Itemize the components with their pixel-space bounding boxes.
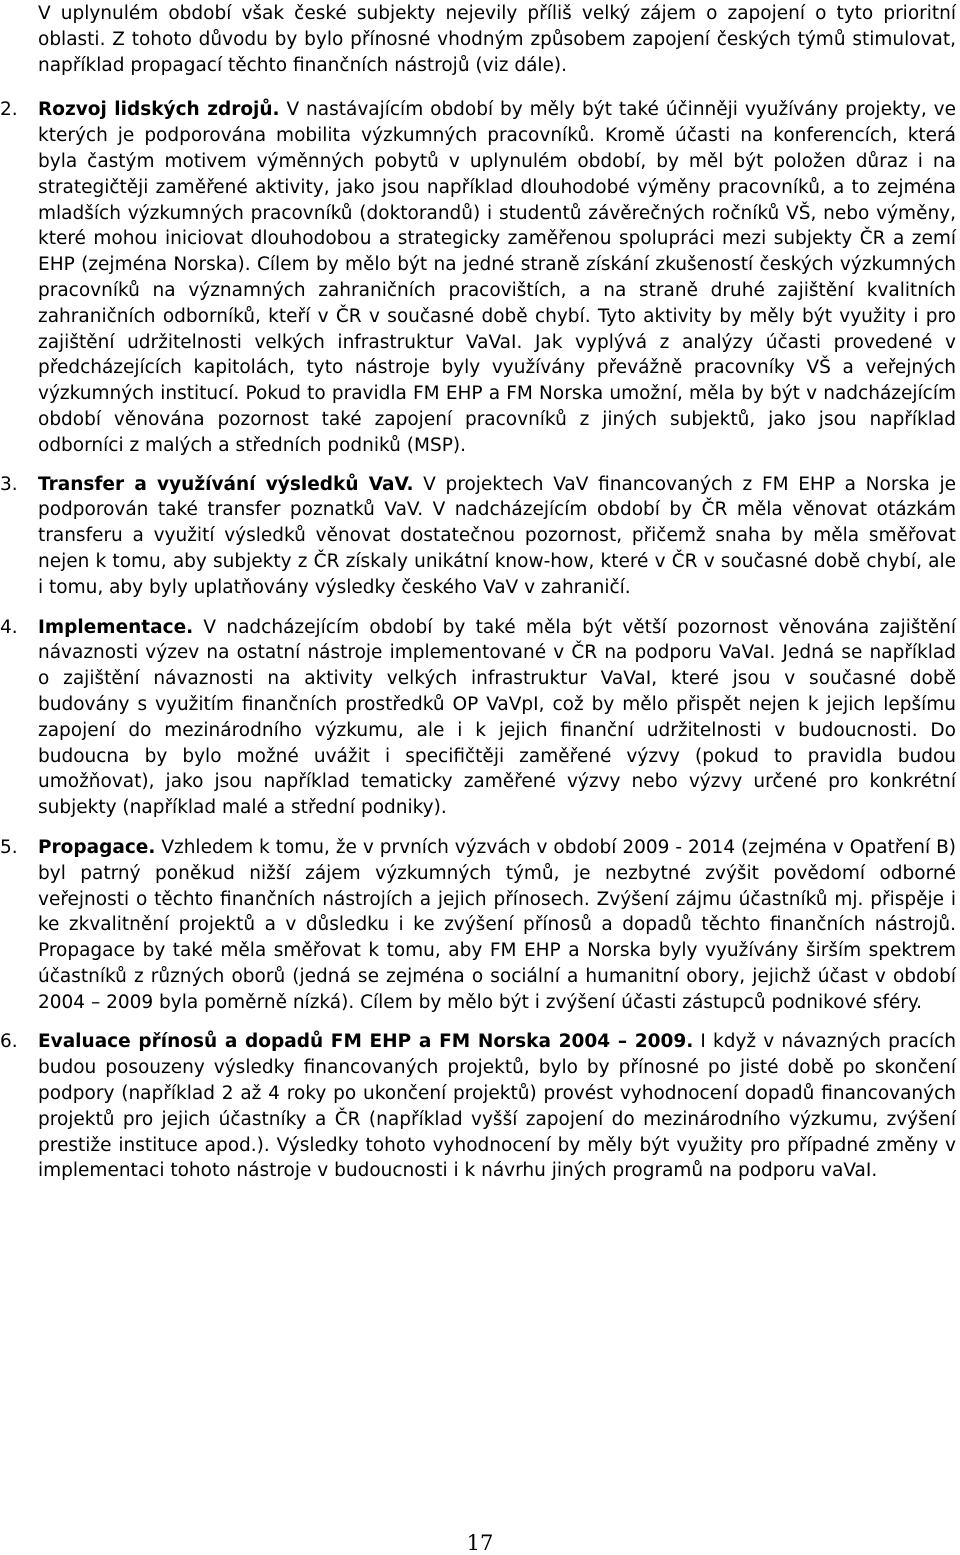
list-item-text: V nastávajícím období by měly být také účinněji využívány projekty, ve kterých je podporována mobilita výzkumných pracovníků. Kromě účasti na konferencích, která byla častým motivem výměnných pobytů v uplynulém období, by měl být položen důraz i na strategičtěji zaměřené aktivity, jako jsou například dlouhodobé výměny pracovníků, a to zejména mladších výzkumných pracovníků (doktorandů) i studentů závěrečných ročníků VŠ, nebo výměny, které mohou iniciovat dlouhodobou a strategicky zaměřenou spolupráci mezi subjekty ČR a zemí EHP (zejména Norska). Cílem by mělo být na jedné straně získání zkušeností českých výzkumných pracovníků na významných zahraničních pracovištích, a na straně druhé zajištění kvalitních zahraničních odborníků, kteří v ČR v současné době chybí. Tyto aktivity by měly být využity i pro zajištění udržitelnosti velkých infrastruktur VaVaI. Jak vyplývá z analýzy účasti provedené v předcházejících kapitolách, tyto nástroje byly využívány převážně pracovníky VŠ a veřejných výzkumných institucí. Pokud to pravidla FM EHP a FM Norska umožní, měla by být v nadcházejícím období věnována pozornost také zapojení pracovníků z jiných subjektů, jako jsou například odborníci z malých a středních podniků (MSP). xyxy=(38,99,956,456)
list-item-text: V nadcházejícím období by také měla být větší pozornost věnována zajištění návaznosti výzev na ostatní nástroje implementované v ČR na podporu VaVaI. Jedná se například o zajištění návaznosti na aktivity velkých infrastruktur VaVaI, které jsou v současné době budovány s využitím finančních prostředků OP VaVpI, což by mělo přispět nejen k jejich lepšímu zapojení do mezinárodního výzkumu, ale i k jejich finanční udržitelnosti v budoucnosti. Do budoucna by bylo možné uvážit i specifičtěji zaměřené výzvy (pokud to pravidla budou umožňovat), jako jsou například tematicky zaměřené výzvy nebo výzvy určené pro konkrétní subjekty (například malé a střední podniky). xyxy=(38,616,956,819)
list-item-text: I když v návazných pracích budou posouzeny výsledky financovaných projektů, bylo by přínosné po jisté době po skončení podpory (například 2 až 4 roky po ukončení projektů) provést vyhodnocení dopadů financovaných projektů pro jejich účastníky a ČR (například vyšší zapojení do mezinárodního výzkumu, zvýšení prestiže instituce apod.). Výsledky tohoto vyhodnocení by měly být využity pro případné změny v implementaci tohoto nástroje v budoucnosti i k návrhu jiných programů na podporu vaVaI. xyxy=(38,1031,957,1182)
list-item-3 xyxy=(0,472,957,601)
list-item-5 xyxy=(0,835,956,1016)
list-item-6 xyxy=(0,1029,957,1184)
list-item-4 xyxy=(0,615,956,821)
list-item-title: Implementace. xyxy=(38,616,194,638)
list-item-2 xyxy=(0,97,956,458)
list-item-title: Evaluace přínosů a dopadů FM EHP a FM Norska 2004 – 2009. xyxy=(38,1031,694,1053)
list-item-number: 3. xyxy=(0,473,18,495)
list-item-title: Rozvoj lidských zdrojů. xyxy=(38,99,280,121)
list-item-number: 6. xyxy=(0,1031,18,1053)
list-item-number: 4. xyxy=(0,616,18,638)
list-item-title: Propagace. xyxy=(38,836,156,858)
list-item-title: Transfer a využívání výsledků VaV. xyxy=(38,473,414,495)
list-item-text: V projektech VaV financovaných z FM EHP a Norska je podporován také transfer poznatků VaV. V nadcházejícím období by ČR měla věnovat otázkám transferu a využití výsledků věnovat dostatečnou pozornost, přičemž snaha by měla směřovat nejen k tomu, aby subjekty z ČR získaly unikátní know-how, které v ČR v současné době chybí, ale i tomu, aby byly uplatňovány výsledky českého VaV v zahraničí. xyxy=(38,473,957,598)
page-number: 17 xyxy=(466,1531,494,1555)
intro-paragraph: V uplynulém období však české subjekty nejevily příliš velký zájem o zapojení o tyto prioritní oblasti. Z tohoto důvodu by bylo přínosné vhodným způsobem zapojení českých týmů stimulovat, například propagací těchto finančních nástrojů (viz dále). xyxy=(38,3,956,76)
list-item-number: 5. xyxy=(0,836,18,858)
page-body xyxy=(0,1,957,1184)
list-item-text: Vzhledem k tomu, že v prvních výzvách v období 2009 - 2014 (zejména v Opatření B) byl patrný poněkud nižší zájem výzkumných týmů, je nezbytné zvýšit povědomí odborné veřejnosti o těchto finančních nástrojích a jejich přínosech. Zvýšení zájmu účastníků mj. přispěje i ke zkvalitnění projektů a v důsledku i ke zvýšení přínosů a dopadů těchto finančních nástrojů. Propagace by také měla směřovat k tomu, aby FM EHP a Norska byly využívány širším spektrem účastníků z různých oborů (jedná se zejména o sociální a humanitní obory, jejichž účast v období 2004 – 2009 byla poměrně nízká). Cílem by mělo být i zvýšení účasti zástupců podnikové sféry. xyxy=(38,836,956,1013)
list-item-number: 2. xyxy=(0,99,18,121)
